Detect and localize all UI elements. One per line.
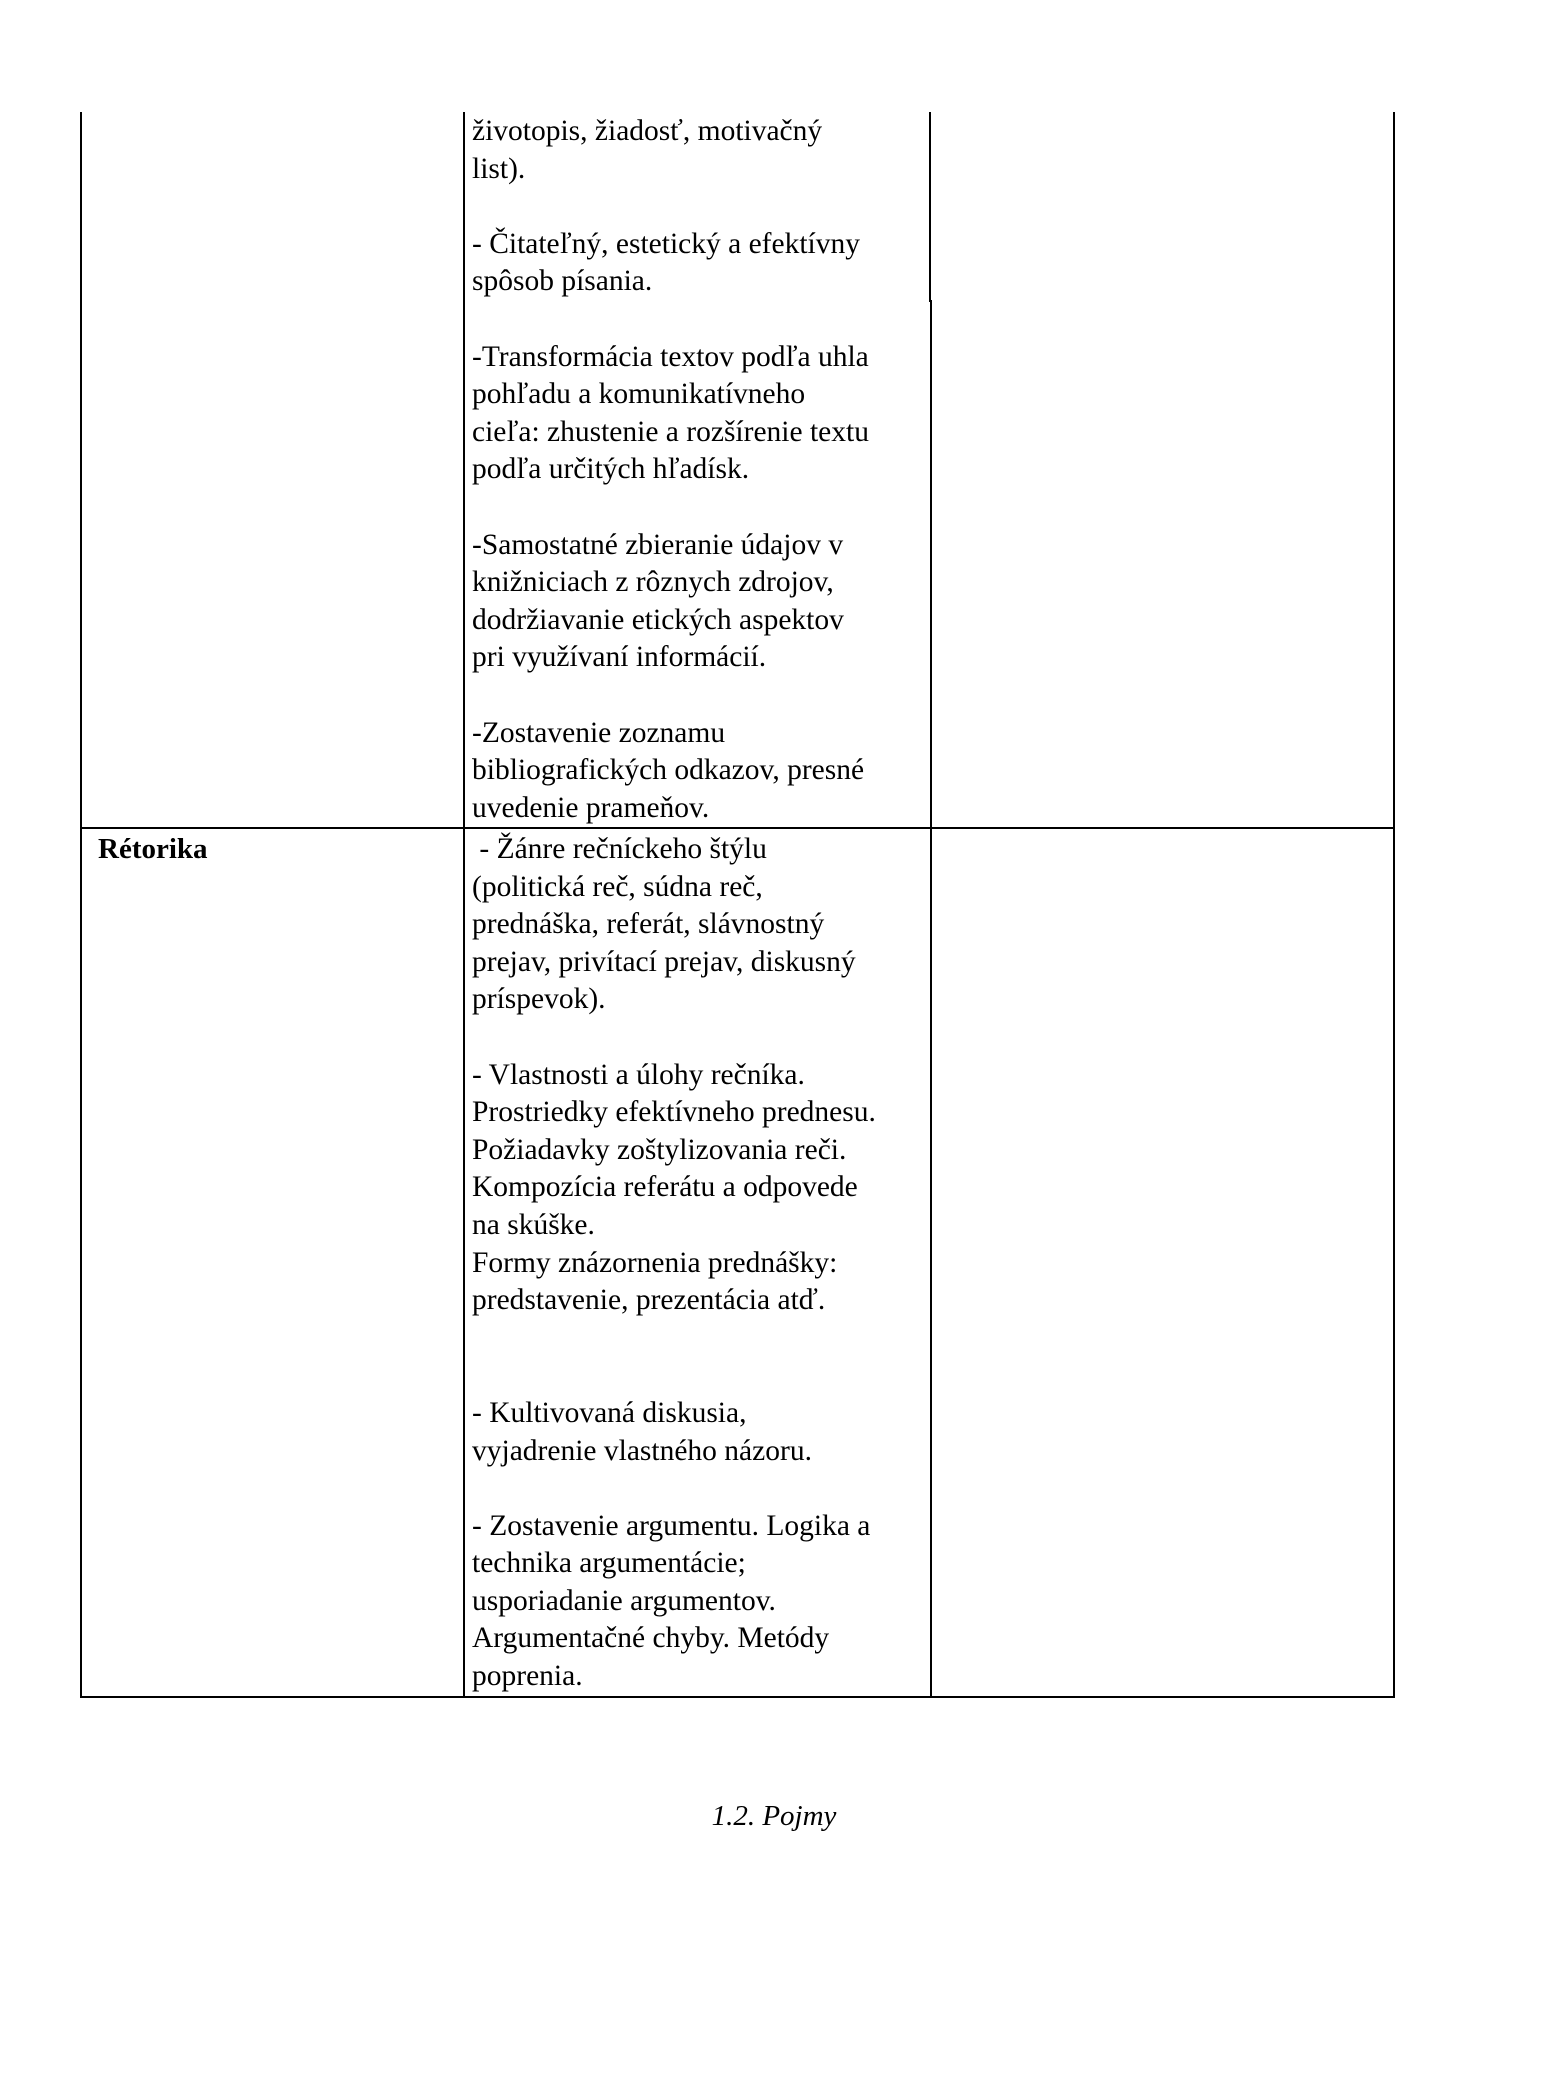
- content-line: - Žánre rečníckeho štýlu: [472, 833, 767, 865]
- content-line: uvedenie prameňov.: [472, 791, 710, 824]
- content-line: životopis, žiadosť, motivačný: [472, 115, 823, 147]
- table-column-divider-2: [929, 112, 931, 302]
- content-line: -Zostavenie zoznamu: [472, 716, 726, 749]
- content-line: pri využívaní informácií.: [472, 641, 767, 674]
- content-line: poprenia.: [472, 1660, 583, 1693]
- section-heading: 1.2. Pojmy: [711, 1800, 837, 1832]
- table-border-bottom: [80, 1696, 1395, 1698]
- content-line: prednáška, referát, slávnostný: [472, 908, 825, 941]
- content-line: [472, 1470, 876, 1508]
- content-line: príspevok).: [472, 983, 606, 1016]
- table-row-divider: [80, 827, 1395, 829]
- content-line: Prostriedky efektívneho prednesu.: [472, 1096, 876, 1129]
- content-line: [472, 1357, 876, 1395]
- content-line: -Samostatné zbieranie údajov v: [472, 528, 844, 561]
- table-border-left: [80, 112, 82, 1698]
- content-line: -Transformácia textov podľa uhla: [472, 340, 869, 373]
- content-line: pohľadu a komunikatívneho: [472, 378, 806, 411]
- content-line: [472, 1320, 876, 1358]
- content-line: na skúške.: [472, 1208, 595, 1241]
- content-line: [472, 301, 869, 339]
- content-line: Argumentačné chyby. Metódy: [472, 1622, 830, 1655]
- content-line: Kompozícia referátu a odpovede: [472, 1171, 858, 1204]
- content-line: spôsob písania.: [472, 265, 653, 298]
- content-line: - Kultivovaná diskusia,: [472, 1396, 747, 1429]
- row-2-content-cell: [472, 831, 876, 1696]
- content-line: (politická reč, súdna reč,: [472, 870, 763, 903]
- content-line: [472, 188, 869, 226]
- content-line: predstavenie, prezentácia atď.: [472, 1284, 826, 1317]
- content-line: podľa určitých hľadísk.: [472, 453, 750, 486]
- content-line: dodržiavanie etických aspektov: [472, 603, 844, 636]
- table-column-divider-2-lower: [930, 300, 932, 1698]
- row-1-content-cell: [472, 113, 869, 827]
- content-line: knižniciach z rôznych zdrojov,: [472, 566, 834, 599]
- content-line: [472, 489, 869, 527]
- content-line: usporiadanie argumentov.: [472, 1584, 776, 1617]
- content-line: - Čitateľný, estetický a efektívny: [472, 227, 860, 260]
- content-line: Formy znázornenia prednášky:: [472, 1246, 838, 1279]
- content-line: - Vlastnosti a úlohy rečníka.: [472, 1058, 805, 1091]
- content-line: cieľa: zhustenie a rozšírenie textu: [472, 415, 869, 448]
- content-line: - Zostavenie argumentu. Logika a: [472, 1509, 871, 1542]
- row-2-topic-cell: Rétorika: [98, 833, 208, 865]
- table-border-right: [1393, 112, 1395, 1698]
- content-line: Požiadavky zoštylizovania reči.: [472, 1133, 847, 1166]
- content-line: [472, 677, 869, 715]
- content-line: vyjadrenie vlastného názoru.: [472, 1434, 812, 1467]
- content-line: technika argumentácie;: [472, 1547, 746, 1580]
- content-line: list).: [472, 152, 526, 185]
- content-line: bibliografických odkazov, presné: [472, 754, 865, 787]
- content-line: prejav, privítací prejav, diskusný: [472, 945, 856, 978]
- content-line: [472, 1019, 876, 1057]
- table-column-divider-1: [463, 112, 465, 1698]
